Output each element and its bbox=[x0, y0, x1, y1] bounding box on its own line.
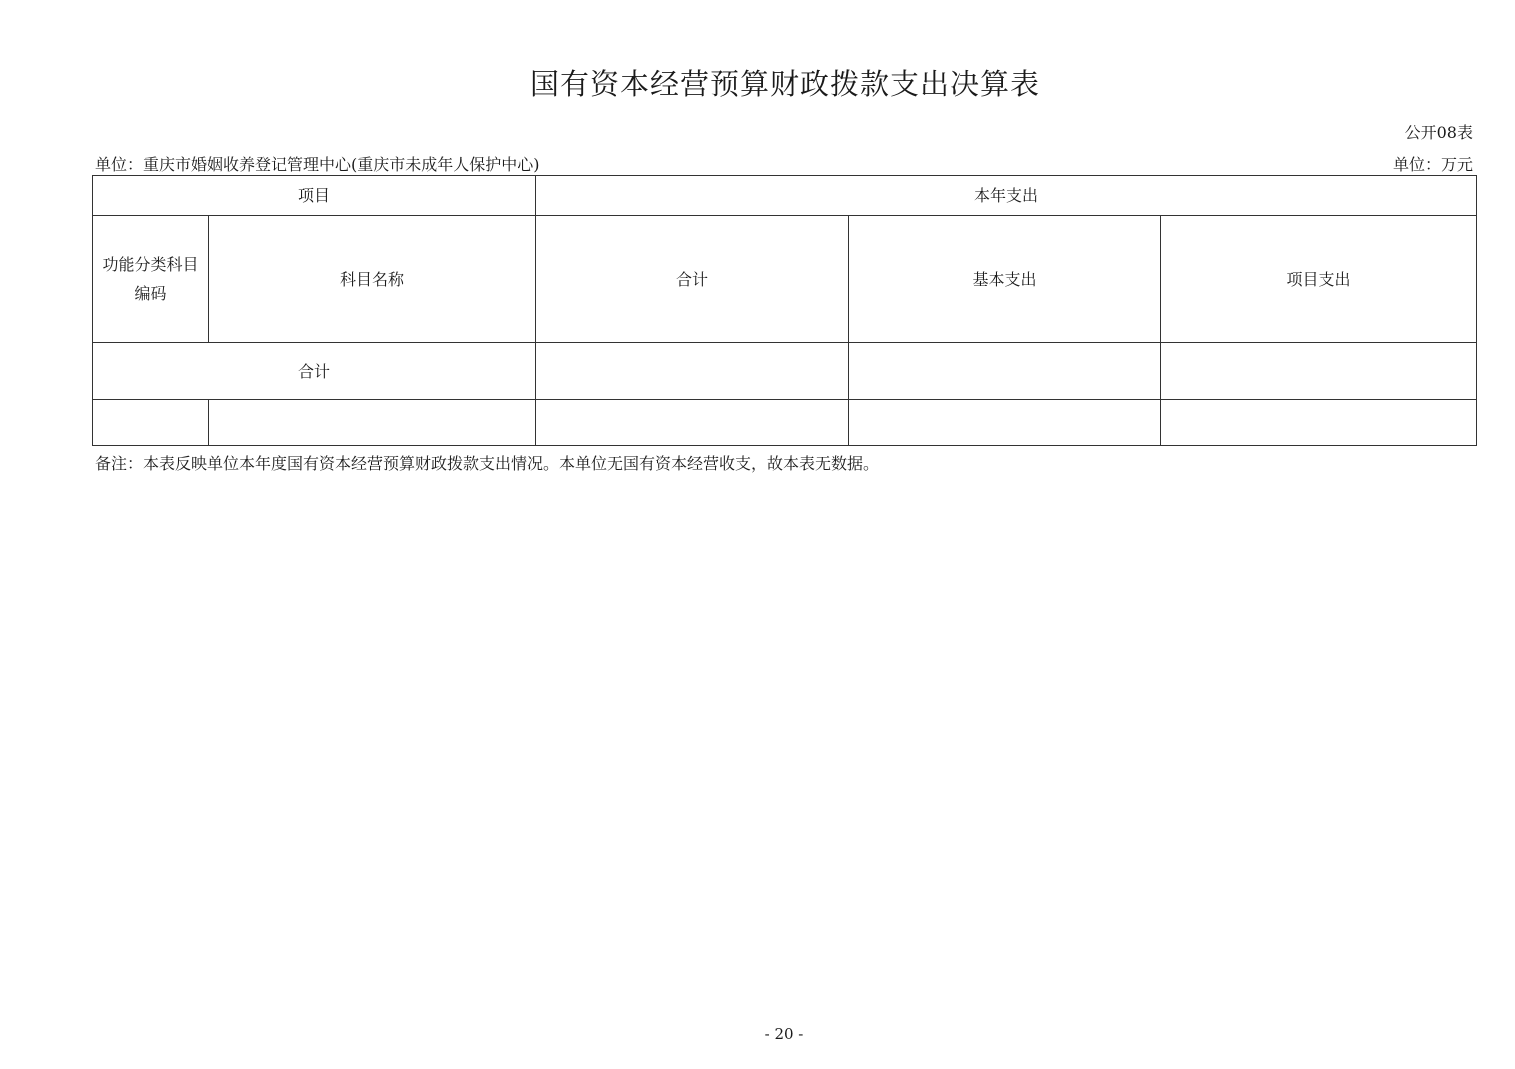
table-cell bbox=[209, 400, 536, 446]
column-basic-expenditure: 基本支出 bbox=[849, 216, 1161, 343]
header-project: 项目 bbox=[93, 176, 536, 216]
table-cell bbox=[849, 400, 1161, 446]
header-current-year-expenditure: 本年支出 bbox=[536, 176, 1477, 216]
table-cell bbox=[93, 400, 209, 446]
table-cell bbox=[1161, 400, 1477, 446]
total-row-label: 合计 bbox=[93, 343, 536, 400]
column-function-code: 功能分类科目编码 bbox=[93, 216, 209, 343]
page-title: 国有资本经营预算财政拨款支出决算表 bbox=[529, 67, 1040, 101]
table-subheader-row bbox=[93, 216, 1477, 343]
table-note: 备注：本表反映单位本年度国有资本经营预算财政拨款支出情况。本单位无国有资本经营收支，故本表无数据。 bbox=[95, 454, 880, 473]
column-subject-name: 科目名称 bbox=[209, 216, 536, 343]
total-cell bbox=[1161, 343, 1477, 400]
column-total: 合计 bbox=[536, 216, 849, 343]
form-number: 公开08表 bbox=[1404, 123, 1473, 142]
expenditure-table bbox=[92, 175, 1477, 446]
total-cell bbox=[536, 343, 849, 400]
page-number: - 20 - bbox=[764, 1025, 804, 1043]
column-project-expenditure: 项目支出 bbox=[1161, 216, 1477, 343]
currency-unit: 单位：万元 bbox=[1392, 155, 1473, 174]
total-row bbox=[93, 343, 1477, 400]
table-cell bbox=[536, 400, 849, 446]
table-row bbox=[93, 400, 1477, 446]
table-header-row bbox=[93, 176, 1477, 216]
total-cell bbox=[849, 343, 1161, 400]
unit-name: 单位：重庆市婚姻收养登记管理中心(重庆市未成年人保护中心) bbox=[95, 155, 540, 174]
